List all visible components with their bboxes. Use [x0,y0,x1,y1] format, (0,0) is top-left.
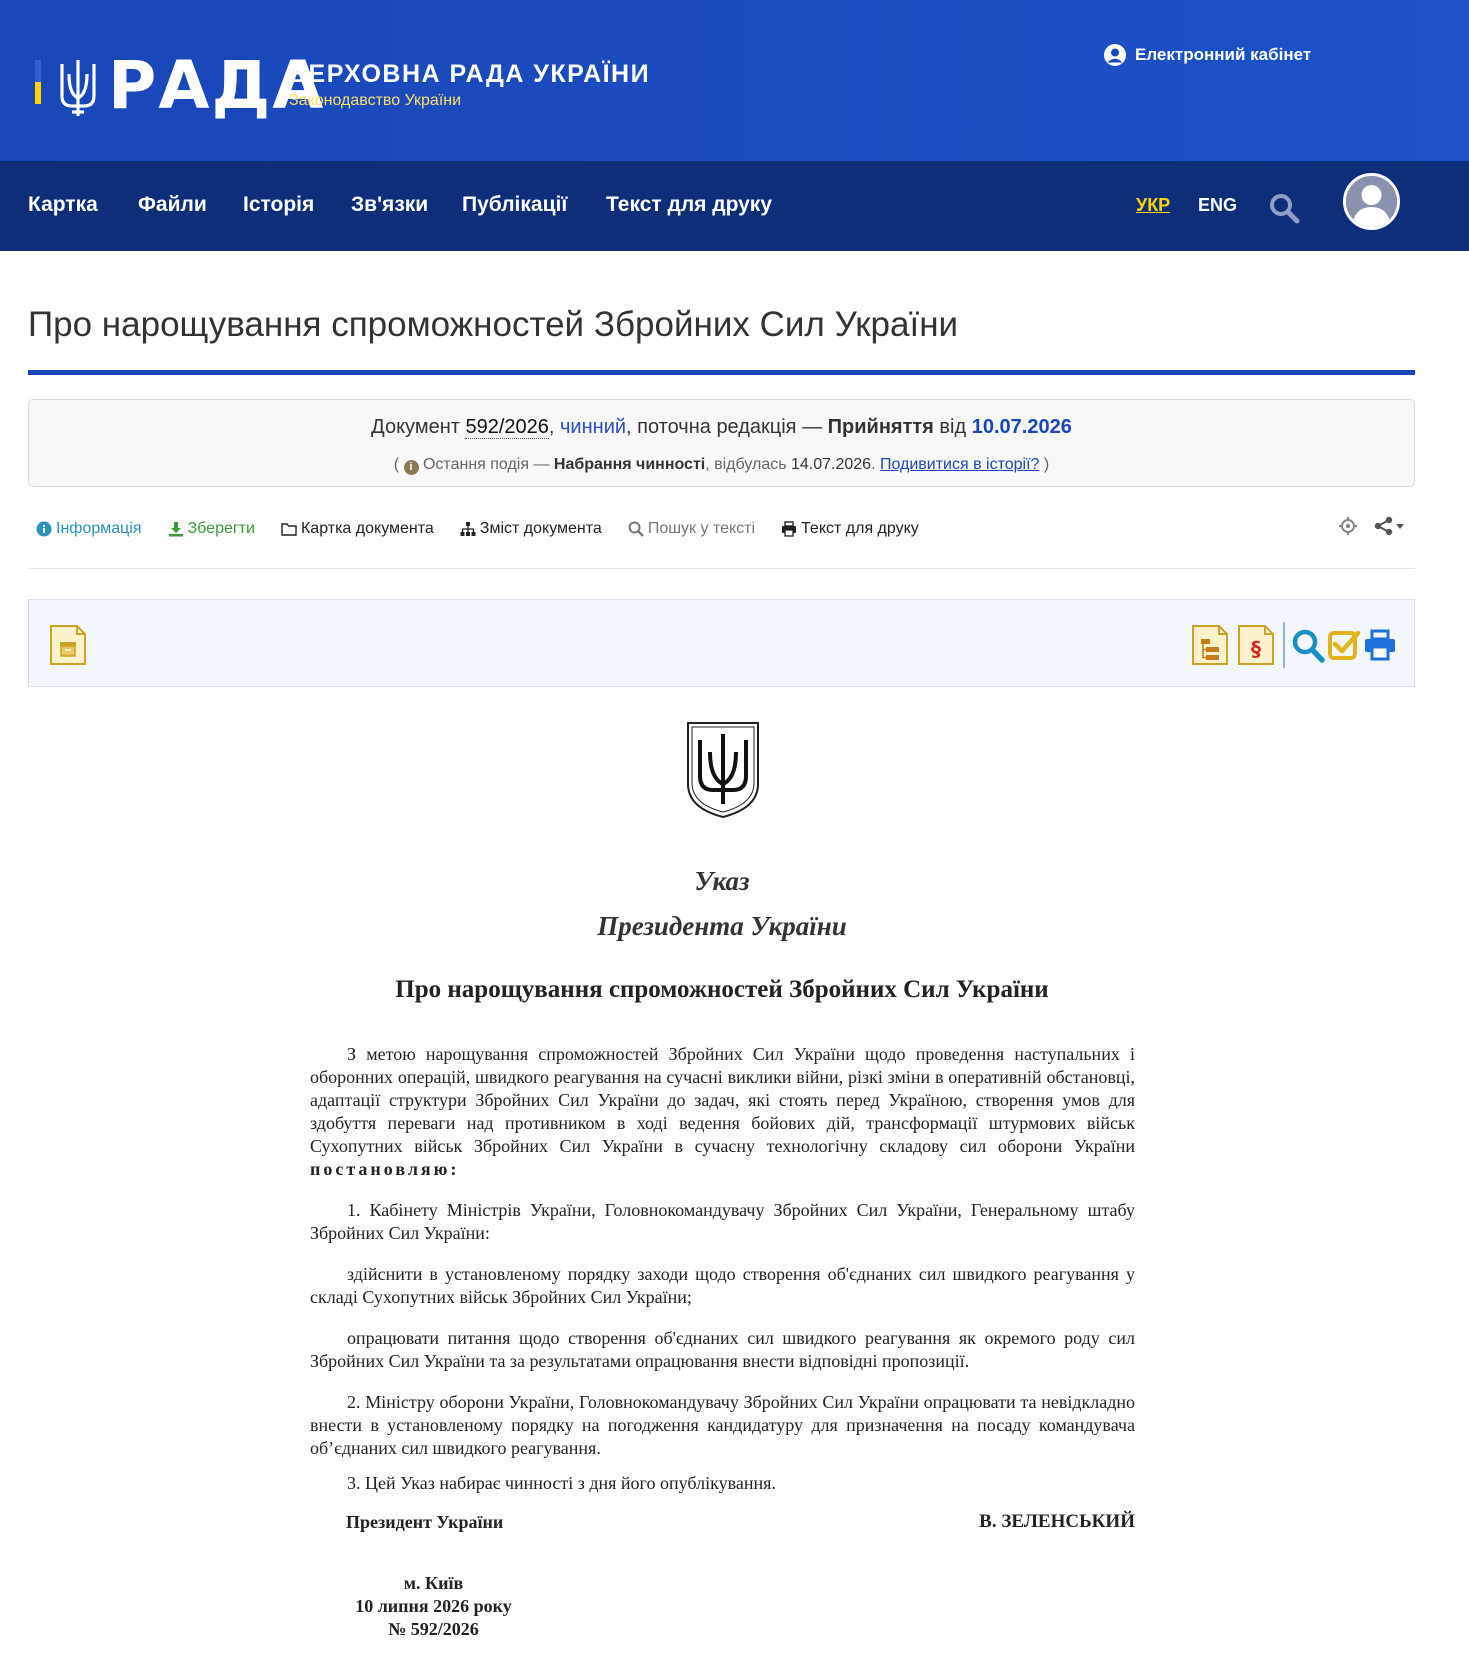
trident-logo-icon[interactable] [58,56,98,120]
decree-place: м. Київ [403,1573,464,1593]
tool-card[interactable] [281,520,434,538]
signature-name: В. ЗЕЛЕНСЬКИЙ [979,1511,1135,1532]
document-structure-icon[interactable] [1191,624,1229,666]
archive-icon[interactable] [49,624,87,666]
status-date: 10.07.2026 [971,416,1072,438]
sitemap-icon [460,521,476,537]
tool-info[interactable] [36,520,142,538]
decree-paragraph: 2. Міністру оборони України, Головнокомандувачу Збройних Сил України опрацювати та невідкладно внести в установленому порядку на погодження кандидатуру для призначення на посаду командувача об’єднаних сил швидкого реагування. [310,1392,1135,1458]
nav-item-history[interactable]: Історія [243,193,315,216]
decree-paragraph: 3. Цей Указ набирає чинності з дня його опублікування. [347,1473,776,1493]
decree-preamble: З метою нарощування спроможностей Збройних Сил України щодо проведення наступальних і оборонних операцій, швидкого реагування на сучасні виклики війни, різкі зміни в оперативній обстановці, адаптації структури Збройних Сил України до задач, які стоять перед Україною, створення умов для здобуття переваги над противником в ході ведення бойових дій, трансформації штурмових військ Сухопутних військ Збройних Сил України в сучасну технологічну складову сил оборони України [310,1044,1135,1156]
avatar-user-icon [1346,176,1397,227]
search-icon[interactable] [1291,628,1325,664]
last-event-happened: , відбулась [705,456,787,473]
tool-card-label: Картка документа [300,520,434,537]
document-icon-panel [28,599,1415,687]
status-line: Документ 592/2026, чинний, поточна редакція — Прийняття від 10.07.2026 [371,416,1072,438]
nav-item-publications[interactable]: Публікації [462,193,568,216]
document-toolbar [36,515,945,543]
status-from: від [939,416,967,438]
user-circle-icon [1103,43,1127,67]
search-icon [628,521,644,537]
nav-item-files[interactable]: Файли [138,193,207,216]
decree-paragraph: 1. Кабінету Міністрів України, Головнокомандувачу Збройних Сил України, Генеральному штабу Збройних Сил України: [310,1200,1135,1243]
tool-contents[interactable] [460,520,602,538]
info-icon [36,521,52,537]
status-middle: , поточна редакція — [626,416,823,438]
tool-save[interactable] [168,520,255,538]
decree-body [310,1043,1135,1509]
decree-paragraph: здійснити в установленому порядку заходи щодо створення об'єднаних сил швидкого реагування у складі Сухопутних військ Збройних Сил України; [310,1264,1135,1307]
tool-info-label: Інформація [56,520,142,537]
panel-divider [1283,622,1285,668]
last-event-date: 14.07.2026 [791,456,872,473]
decree-resolution-word: постановляю: [310,1159,460,1179]
download-icon [168,521,184,537]
info-icon: i [404,460,419,475]
decree-number: № 592/2026 [388,1619,479,1639]
print-icon[interactable] [1363,628,1397,662]
print-icon [781,521,797,537]
site-subtitle: Законодавство України [289,92,462,109]
tool-print[interactable] [781,520,919,538]
toolbar-divider [28,568,1415,569]
tool-print-label: Текст для друку [801,520,919,537]
search-icon[interactable] [1268,192,1300,224]
history-link[interactable]: Подивитися в історії? [879,456,1040,473]
title-divider [28,370,1415,375]
last-event-label: Остання подія — [422,456,550,473]
avatar[interactable] [1343,173,1400,230]
decree-paragraph [310,1043,1135,1181]
lang-eng[interactable]: ENG [1198,195,1238,215]
last-event: Набрання чинності [553,456,706,473]
status-prefix: Документ [371,416,460,438]
site-header [0,0,1469,161]
tool-contents-label: Зміст документа [479,520,602,537]
document-state[interactable]: чинний [560,416,627,438]
tool-save-label: Зберегти [187,520,255,537]
nav-item-links[interactable]: Зв'язки [351,193,429,216]
logo-text[interactable]: РАДА [108,47,326,124]
coat-of-arms-icon [685,720,761,820]
decree-date: 10 липня 2026 року [355,1596,512,1616]
share-icon[interactable] [1374,516,1406,536]
decree-heading-line2: Президента України [597,911,847,941]
signature-title: Президент України [346,1512,504,1532]
lang-ukr[interactable]: УКР [1136,195,1171,215]
svg-text:§: § [1251,637,1261,661]
check-square-icon[interactable] [1327,628,1361,662]
nav-item-print-text[interactable]: Текст для друку [606,193,773,216]
decree-paragraph: опрацювати питання щодо створення об'єднаних сил швидкого реагування як окремого роду сил Збройних Сил України та за результатами опрацювання внести відповідні пропозиції. [310,1328,1135,1371]
tool-search[interactable] [628,520,755,538]
page-title: Про нарощування спроможностей Збройних Сил України [28,305,959,344]
status-event: Прийняття [827,416,934,438]
last-event-line: ( i Остання подія — Набрання чинності, відбулась 14.07.2026. Подивитися в історії? ) [393,456,1050,473]
decree-place-date [346,1572,521,1641]
document-number[interactable]: 592/2026 [465,416,549,438]
decree-title: Про нарощування спроможностей Збройних Сил України [395,976,1049,1003]
tool-search-label: Пошук у тексті [647,520,756,537]
electronic-cabinet-link[interactable] [1103,42,1311,68]
main-nav [0,161,1469,251]
law-section-icon[interactable] [1237,624,1275,666]
decree-heading-line1: Указ [694,866,750,896]
folder-icon [281,521,297,537]
site-title[interactable]: ВЕРХОВНА РАДА УКРАЇНИ [289,60,651,88]
flag-icon [35,60,41,104]
nav-item-card[interactable]: Картка [28,193,98,216]
gear-icon[interactable] [1338,516,1358,536]
document-status-box [28,399,1415,487]
cabinet-label: Електронний кабінет [1135,45,1312,64]
